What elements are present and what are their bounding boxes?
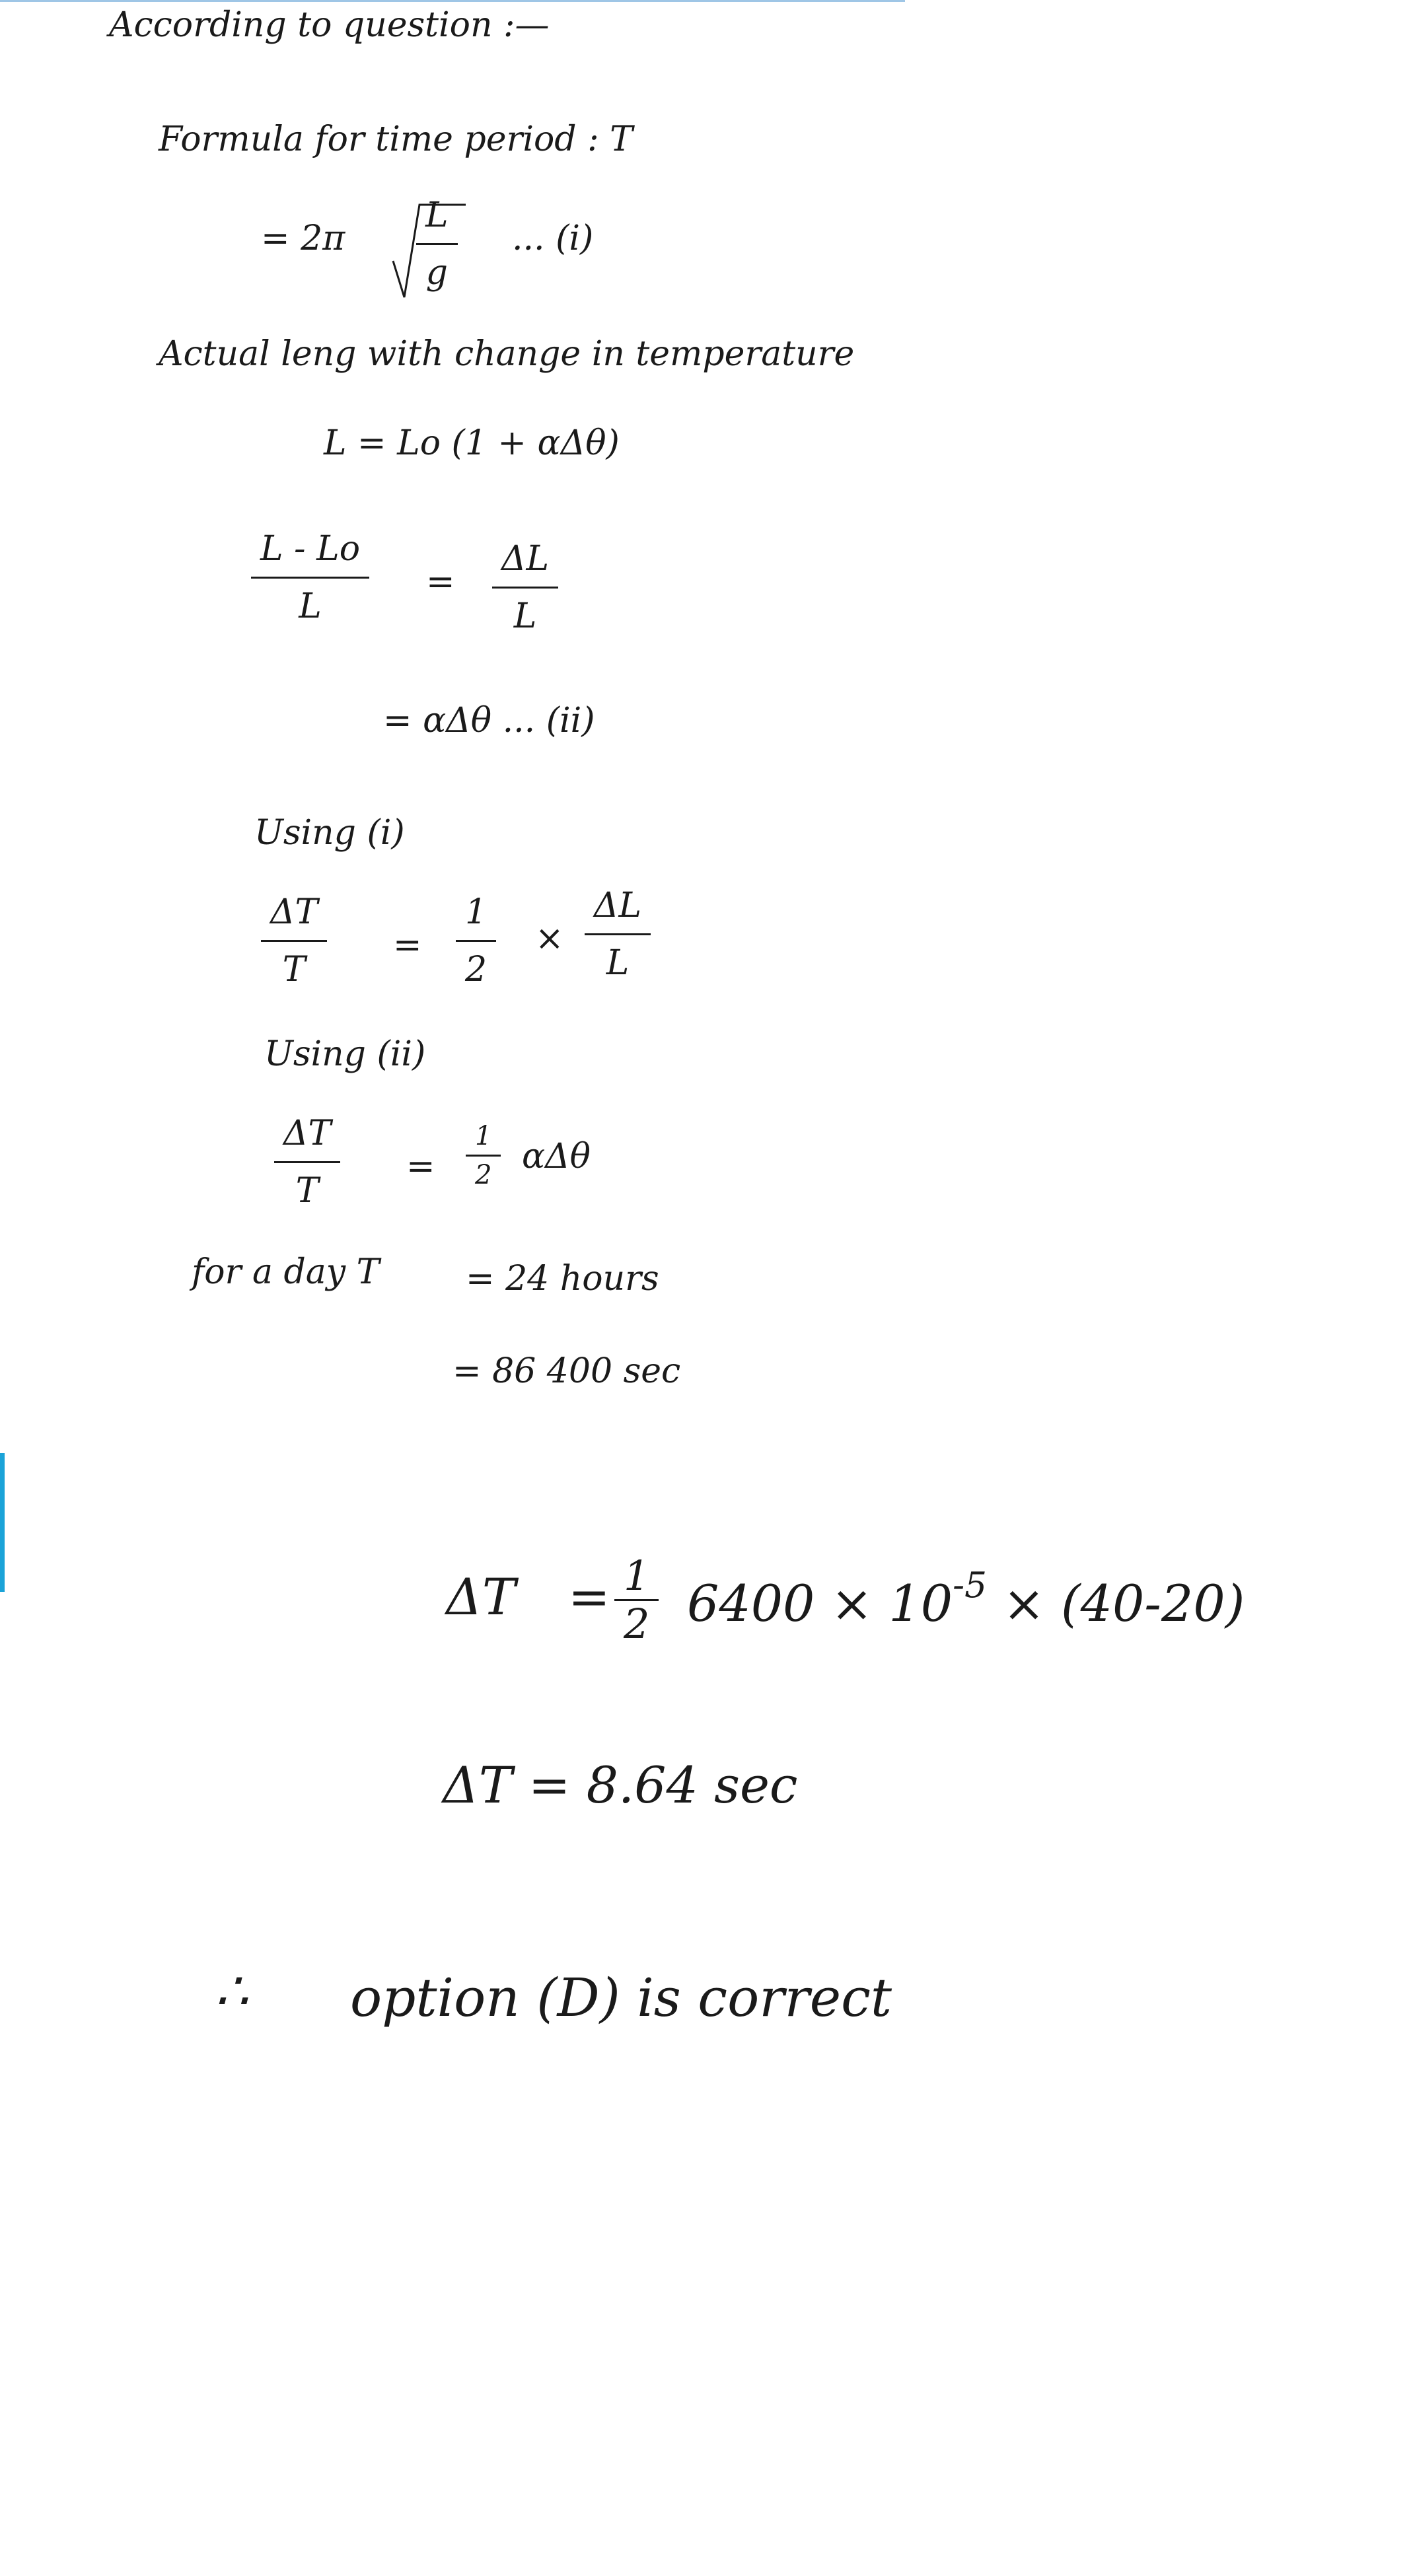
top-rule [0, 0, 905, 2]
eq1-denominator: g [425, 253, 448, 293]
frac-a-denominator: L [299, 587, 322, 626]
eq1-prefix: = 2π [261, 219, 345, 258]
formula-line: Formula for time period : T [159, 120, 633, 159]
seconds-equation: = 86 400 sec [453, 1351, 681, 1391]
half-numerator-1: 1 [465, 892, 488, 932]
dL-numerator: ΔL [594, 886, 642, 925]
eq-sign-a: = [426, 562, 455, 602]
dT-numerator-2: ΔT [283, 1114, 332, 1153]
eq-sign-c: = [406, 1147, 435, 1186]
eq1-numerator: L [425, 196, 449, 235]
left-edge-mark [0, 1453, 5, 1592]
eq-sign-b: = [393, 925, 422, 965]
dT-denominator-2: T [295, 1171, 319, 1211]
times-sign: × [535, 919, 564, 958]
eq1-fraction [416, 196, 458, 293]
frac-b [492, 539, 558, 636]
using-2: Using (ii) [264, 1034, 426, 1074]
half-denominator-1: 2 [465, 950, 488, 989]
dT-fraction-2 [274, 1114, 340, 1211]
frac-a-numerator: L - Lo [260, 529, 360, 569]
day-label: for a day T [192, 1252, 380, 1292]
eq2-line: = αΔθ ... (ii) [383, 701, 595, 740]
calc-half [614, 1552, 659, 1648]
dT-numerator-1: ΔT [270, 892, 318, 932]
eq-L-line: L = Lo (1 + αΔθ) [324, 423, 620, 463]
intro-line: According to question :— [109, 5, 550, 45]
half-fraction-2 [466, 1123, 501, 1188]
dT-denominator-1: T [282, 950, 306, 989]
result-line: ΔT = 8.64 sec [443, 1756, 798, 1814]
therefore-symbol: ∴ [215, 1960, 248, 2022]
calc-rhs-tail: × (40-20) [1003, 1574, 1245, 1633]
frac-a [251, 529, 369, 626]
alpha-theta: αΔθ [522, 1137, 591, 1176]
using-1: Using (i) [254, 813, 405, 853]
conclusion-line: option (D) is correct [350, 1967, 892, 2028]
calc-rhs [687, 1565, 1245, 1633]
half-numerator-2: 1 [475, 1121, 492, 1151]
frac-b-numerator: ΔL [501, 539, 550, 579]
calc-rhs-main: 6400 × 10 [687, 1574, 953, 1633]
half-denominator-2: 2 [475, 1160, 492, 1190]
actual-line: Actual leng with change in temperature [159, 334, 855, 374]
calc-half-denominator: 2 [624, 1600, 650, 1648]
eq1-tag: ... (i) [512, 219, 594, 258]
half-fraction-1 [456, 892, 496, 989]
dL-fraction [585, 886, 651, 983]
frac-b-denominator: L [513, 596, 537, 636]
dT-fraction-1 [261, 892, 327, 989]
calc-lhs: ΔT [446, 1567, 516, 1626]
calc-eq-sign: = [568, 1567, 610, 1626]
dL-denominator: L [606, 943, 630, 983]
calc-half-numerator: 1 [624, 1552, 650, 1600]
calc-exponent: -5 [953, 1565, 987, 1606]
day-equation: = 24 hours [466, 1259, 659, 1299]
